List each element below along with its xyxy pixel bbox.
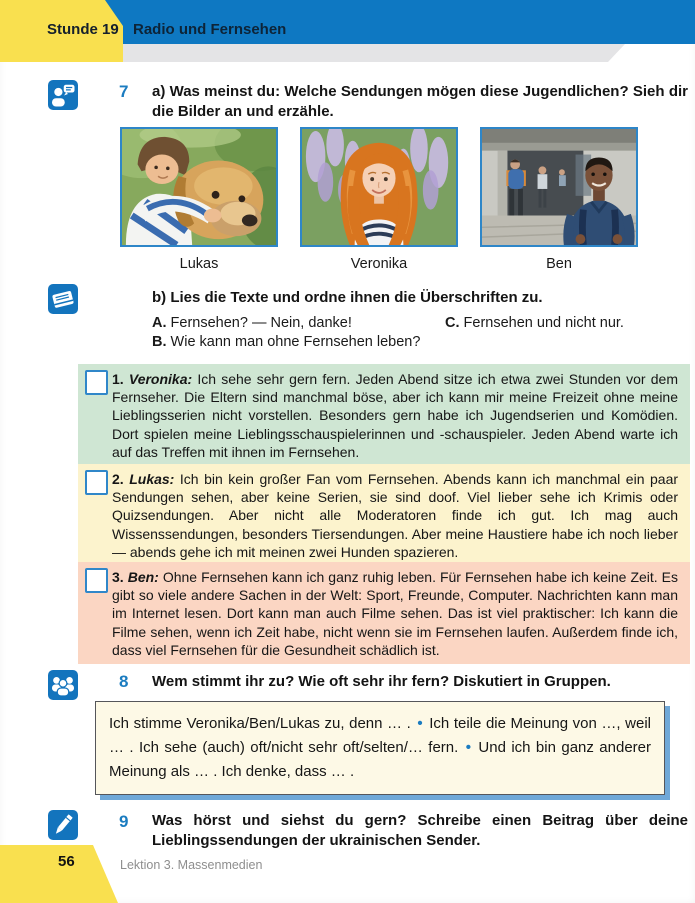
heading-option-b bbox=[152, 334, 420, 350]
option-c-text: Fernsehen und nicht nur. bbox=[463, 315, 624, 331]
speaker-name: Ben: bbox=[127, 569, 159, 585]
text-body: Ich sehe sehr gern fern. Jeden Abend sitze ich etwa zwei Stunden vor dem Fernseher. Die Eltern sind manchmal böse, aber ich kann mir meine Freizeit ohne meine Lieblingsserien nicht vorstellen. Besonders gern habe ich Jugendserien und Komödien. Dort spielen meine Lieblingsschauspielerinnen und -schauspieler. Jeden Abend warte ich auf das Treffen mit ihnen im Fernsehen. bbox=[112, 371, 679, 460]
text-number: 1. bbox=[112, 371, 124, 387]
photo-figure-veronika bbox=[300, 127, 458, 272]
group-discussion-icon-badge bbox=[48, 670, 78, 700]
text-block-lukas bbox=[78, 464, 690, 566]
task-9-number: 9 bbox=[119, 812, 129, 831]
speaker-name: Lukas: bbox=[129, 471, 175, 487]
text-block-veronika bbox=[78, 364, 690, 466]
text-body: Ohne Fernsehen kann ich ganz ruhig leben. Für Fernsehen habe ich keine Zeit. Es gibt so viele andere Sachen in der Welt: Sport, Freunde, Computer. Nachrichten kann man im Internet lesen. Dort kann man auch Filme sehen. Das ist viel praktischer: Ich kann die Filme sehen, wenn ich Zeit habe, nicht wenn sie im Fernsehen laufen. Außerdem finde ich, dass viel Fernsehen für die Gesundheit schädlich ist. bbox=[112, 569, 679, 658]
option-c-letter: C. bbox=[445, 315, 460, 331]
photo-ben-image bbox=[482, 129, 636, 245]
reading-icon-badge bbox=[48, 284, 78, 314]
group-discussion-icon bbox=[48, 670, 78, 700]
text-block-ben-paragraph bbox=[112, 568, 678, 659]
heading-option-c bbox=[445, 315, 624, 331]
photo-veronika-image bbox=[302, 129, 456, 245]
photo-figure-ben bbox=[480, 127, 638, 272]
heading-option-a bbox=[152, 315, 352, 331]
option-a-text: Fernsehen? — Nein, danke! bbox=[170, 315, 352, 331]
photo-label-ben: Ben bbox=[546, 256, 572, 272]
answer-checkbox-2[interactable] bbox=[85, 470, 108, 495]
answer-checkbox-3[interactable] bbox=[85, 568, 108, 593]
photo-ben bbox=[480, 127, 638, 247]
footer-lesson-label: Lektion 3. Massenmedien bbox=[120, 858, 263, 872]
phrase-segment-2: Ich teile die Meinung von …, weil … . Ich sehe (auch) oft/nicht sehr oft/selten/… fern. bbox=[109, 715, 652, 756]
option-b-text: Wie kann man ohne Fernsehen leben? bbox=[170, 334, 421, 350]
phrases-box bbox=[95, 701, 665, 795]
reading-icon bbox=[48, 284, 78, 314]
option-a-letter: A. bbox=[152, 315, 167, 331]
task-7-number: 7 bbox=[119, 82, 129, 101]
task-7-instruction: a) Was meinst du: Welche Sendungen mögen diese Jugendlichen? Sieh dir die Bilder an und erzähle. bbox=[152, 83, 688, 120]
option-b-letter: B. bbox=[152, 334, 167, 350]
photo-figure-lukas bbox=[120, 127, 278, 272]
page-number: 56 bbox=[58, 853, 75, 870]
bullet-icon: • bbox=[465, 739, 471, 756]
text-body: Ich bin kein großer Fan vom Fernsehen. Abends kann ich manchmal ein paar Sendungen sehen, aber keine Serien, sie sind doof. Viel lieber sehe ich Krimis oder Quizsendungen. Aber nicht alle Moderatoren finde ich gut. Ich mag auch Wissenssendungen, besonders Tiersendungen. Aber meine Haustiere habe ich noch lieber — abends gehe ich mit meinen zwei Hunden spazieren. bbox=[112, 471, 679, 560]
speaker-name: Veronika: bbox=[128, 371, 193, 387]
phrase-segment-1: Ich stimme Veronika/Ben/Lukas zu, denn … . bbox=[109, 715, 411, 732]
bullet-icon: • bbox=[417, 715, 423, 732]
writing-icon bbox=[48, 810, 78, 840]
photo-lukas-image bbox=[122, 129, 276, 245]
photo-lukas bbox=[120, 127, 278, 247]
text-block-lukas-paragraph bbox=[112, 470, 678, 561]
text-number: 2. bbox=[112, 471, 124, 487]
text-number: 3. bbox=[112, 569, 124, 585]
photo-label-veronika: Veronika bbox=[350, 256, 408, 272]
task-9-instruction: Was hörst und siehst du gern? Schreibe einen Beitrag über deine Lieblingssendungen der ukrainischen Sender. bbox=[152, 812, 688, 849]
header-topic-label: Radio und Fernsehen bbox=[133, 21, 287, 38]
text-block-ben bbox=[78, 562, 690, 664]
phrases-text bbox=[109, 712, 651, 784]
header-lesson-label: Stunde 19 bbox=[47, 21, 119, 38]
speaking-icon-badge bbox=[48, 80, 78, 110]
task-8-instruction: Wem stimmt ihr zu? Wie oft sehr ihr fern? Diskutiert in Gruppen. bbox=[152, 673, 611, 690]
answer-checkbox-1[interactable] bbox=[85, 370, 108, 395]
text-block-veronika-paragraph bbox=[112, 370, 678, 461]
phrase-segment-3: Und ich bin ganz anderer Meinung als … . Ich denke, dass … . bbox=[109, 739, 652, 780]
task-8-number: 8 bbox=[119, 672, 129, 691]
writing-icon-badge bbox=[48, 810, 78, 840]
speaking-icon bbox=[48, 80, 78, 110]
photo-veronika bbox=[300, 127, 458, 247]
task-7b-heading: b) Lies die Texte und ordne ihnen die Überschriften zu. bbox=[152, 289, 543, 306]
photo-label-lukas: Lukas bbox=[179, 256, 219, 272]
header-gray-strip bbox=[123, 44, 625, 62]
